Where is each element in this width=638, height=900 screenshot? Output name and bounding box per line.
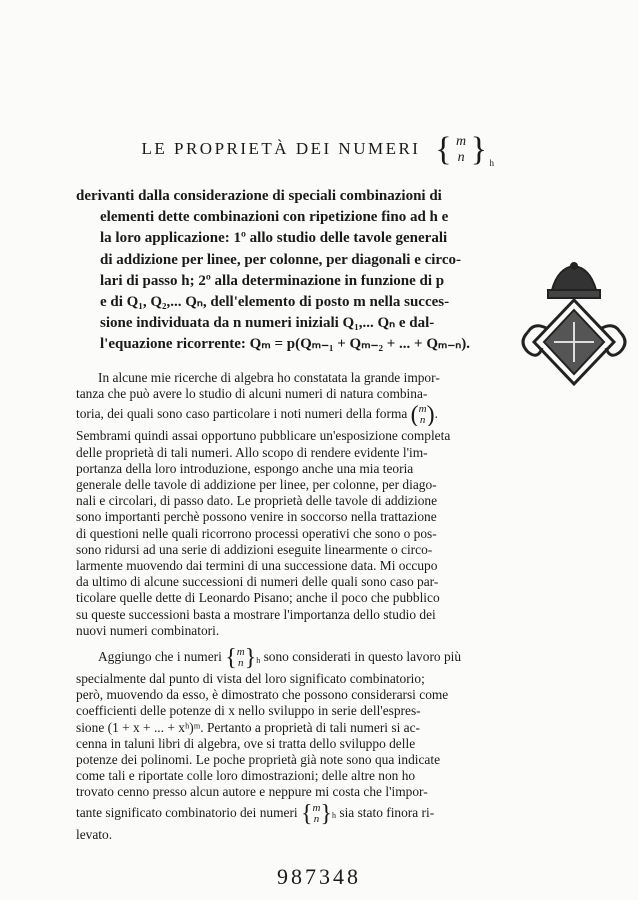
- inventory-number: 987348: [277, 864, 361, 889]
- page-title: [0, 131, 638, 168]
- body-line: come tali e riportate colle loro dimostrazioni; delle altre non ho: [76, 768, 416, 784]
- title-text: LE PROPRIETÀ DEI NUMERI: [141, 138, 421, 158]
- body-line: portanza della loro introduzione, espongo anche una mia teoria: [76, 460, 414, 476]
- body-line: specialmente dal punto di vista del loro significato combinatorio;: [76, 671, 425, 687]
- body-line: su queste successioni basta a mostrare l'importanza dello studio dei: [76, 606, 436, 622]
- body-line-formula: Aggiungo che i numeri { m n } h sono considerati in questo lavoro più: [98, 647, 462, 670]
- number-formula: { m n } h: [225, 647, 261, 670]
- body-line: Sembrami quindi assai opportuno pubblicare un'esposizione completa: [76, 428, 451, 444]
- body-line: levato.: [76, 826, 113, 842]
- body-line: di questioni nelle quali ricorrono processi operativi che sono o pos-: [76, 525, 437, 541]
- body-line: nuovi numeri combinatori.: [76, 622, 220, 638]
- body-line: trovato cenno presso alcun autore e neppure mi costa che l'impor-: [76, 784, 428, 800]
- subtitle-line: l'equazione ricorrente: Qₘ = p(Qₘ₋₁ + Qₘ₋₂ + ... + Qₘ₋ₙ).: [100, 336, 470, 353]
- title-formula: { m n } h: [435, 131, 497, 168]
- body-line: da ultimo di alcune successioni di numeri delle quali sono caso par-: [76, 574, 439, 590]
- body-line: tanza che può avere lo studio di alcuni numeri di natura combina-: [76, 386, 428, 402]
- subtitle-line: di addizione per linee, per colonne, per diagonali e circo-: [100, 251, 461, 268]
- number-formula: { m n } h: [301, 802, 337, 825]
- body-line: nali e circolari, di passo dato. Le proprietà delle tavole di addizione: [76, 493, 438, 509]
- subtitle-line: elementi dette combinazioni con ripetizione fino ad h e: [100, 209, 449, 226]
- subtitle-line: derivanti dalla considerazione di speciali combinazioni di: [76, 188, 442, 204]
- body-line: In alcune mie ricerche di algebra ho constatata la grande impor-: [98, 370, 440, 385]
- body-line: sono ridursi ad una serie di addizioni eseguite linearmente o circo-: [76, 541, 433, 557]
- body-line: larmente muovendo dai termini di una successione data. Mi occupo: [76, 558, 438, 574]
- body-line-formula: toria, dei quali sono caso particolare i noti numeri della forma ( m n ) .: [76, 404, 438, 427]
- body-line: ticolare quelle dette di Leonardo Pisano; anche il poco che pubblico: [76, 590, 440, 606]
- subtitle-line: e di Q₁, Q₂,... Qₙ, dell'elemento di posto m nella succes-: [100, 294, 450, 311]
- subtitle-line: sione individuata da n numeri iniziali Q₁,... Qₙ e dal-: [100, 315, 435, 332]
- subtitle-line: lari di passo h; 2º alla determinazione in funzione di p: [100, 272, 445, 289]
- body-line: generale delle tavole di addizione per linee, per colonne, per diago-: [76, 477, 437, 493]
- body-line: cenna in taluni libri di algebra, ove si tratta dello sviluppo delle: [76, 735, 416, 751]
- subtitle-block: [76, 186, 516, 356]
- body-line-formula: tante significato combinatorio dei numeri { m n } h sia stato finora ri-: [76, 802, 435, 825]
- body-line: coefficienti delle potenze di x nello sviluppo in serie dell'espres-: [76, 703, 421, 719]
- body-line: potenze dei polinomi. Le poche proprietà già note sono qua indicate: [76, 752, 441, 768]
- binomial-formula: ( m n ): [410, 404, 435, 427]
- body-line: però, muovendo da esso, è dimostrato che possono considerarsi come: [76, 687, 449, 703]
- library-stamp-emblem: [518, 260, 630, 390]
- body-line: sione (1 + x + ... + xʰ)ᵐ. Pertanto a proprietà di tali numeri si ac-: [76, 719, 421, 735]
- subtitle-line: la loro applicazione: 1º allo studio delle tavole generali: [100, 230, 448, 247]
- body-text: [76, 370, 516, 843]
- body-line: sono importanti perchè possono venire in soccorso nella trattazione: [76, 509, 437, 525]
- body-line: delle proprietà di tali numeri. Allo scopo di rendere evidente l'im-: [76, 444, 428, 460]
